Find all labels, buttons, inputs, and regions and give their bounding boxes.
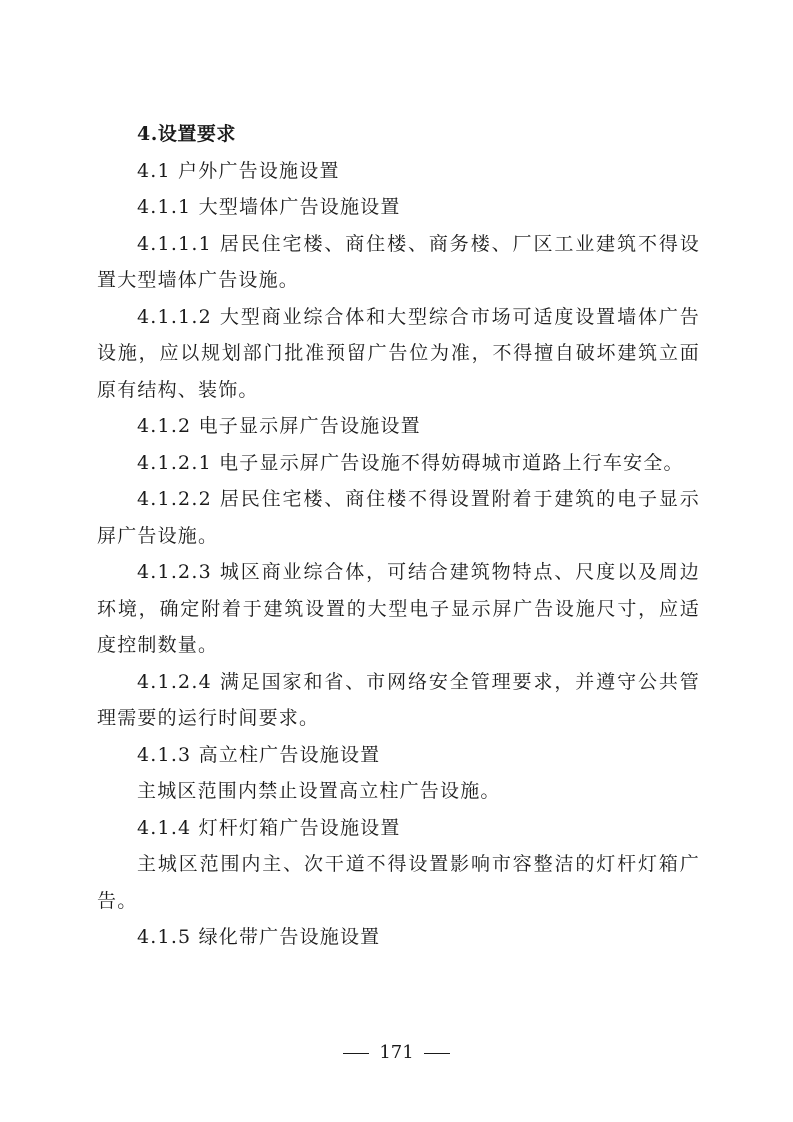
clause-4-1-4-text: 主城区范围内主、次干道不得设置影响市容整洁的灯杆灯箱广告。 (97, 853, 700, 912)
subsection-heading-4-1-3: 4.1.3 高立柱广告设施设置 (137, 743, 381, 766)
clause-4-1-2-2: 4.1.2.2 居民住宅楼、商住楼不得设置附着于建筑的电子显示屏广告设施。 (97, 488, 700, 547)
page-footer (0, 1040, 793, 1066)
document-body (97, 116, 700, 956)
clause-4-1-2-4: 4.1.2.4 满足国家和省、市网络安全管理要求，并遵守公共管理需要的运行时间要求。 (97, 670, 700, 729)
clause-4-1-3-text: 主城区范围内禁止设置高立柱广告设施。 (137, 780, 501, 802)
clause-4-1-1-1: 4.1.1.1 居民住宅楼、商住楼、商务楼、厂区工业建筑不得设置大型墙体广告设施。 (97, 232, 700, 291)
subsection-heading-4-1: 4.1 户外广告设施设置 (137, 159, 340, 182)
subsection-heading-4-1-2: 4.1.2 电子显示屏广告设施设置 (137, 415, 421, 437)
footer-left-dash (343, 1053, 369, 1054)
subsection-heading-4-1-5: 4.1.5 绿化带广告设施设置 (137, 926, 381, 948)
section-heading-4: 4.设置要求 (137, 123, 236, 145)
clause-4-1-1-2: 4.1.1.2 大型商业综合体和大型综合市场可适度设置墙体广告设施，应以规划部门批准预留广告位为准，不得擅自破坏建筑立面原有结构、装饰。 (97, 305, 700, 401)
subsection-heading-4-1-4: 4.1.4 灯杆灯箱广告设施设置 (137, 816, 401, 839)
clause-4-1-2-1: 4.1.2.1 电子显示屏广告设施不得妨碍城市道路上行车安全。 (137, 451, 684, 474)
clause-4-1-2-3: 4.1.2.3 城区商业综合体，可结合建筑物特点、尺度以及周边环境，确定附着于建筑设置的大型电子显示屏广告设施尺寸，应适度控制数量。 (97, 561, 700, 656)
page-number: 171 (379, 1042, 414, 1063)
footer-right-dash (424, 1053, 450, 1054)
subsection-heading-4-1-1: 4.1.1 大型墙体广告设施设置 (137, 196, 401, 218)
